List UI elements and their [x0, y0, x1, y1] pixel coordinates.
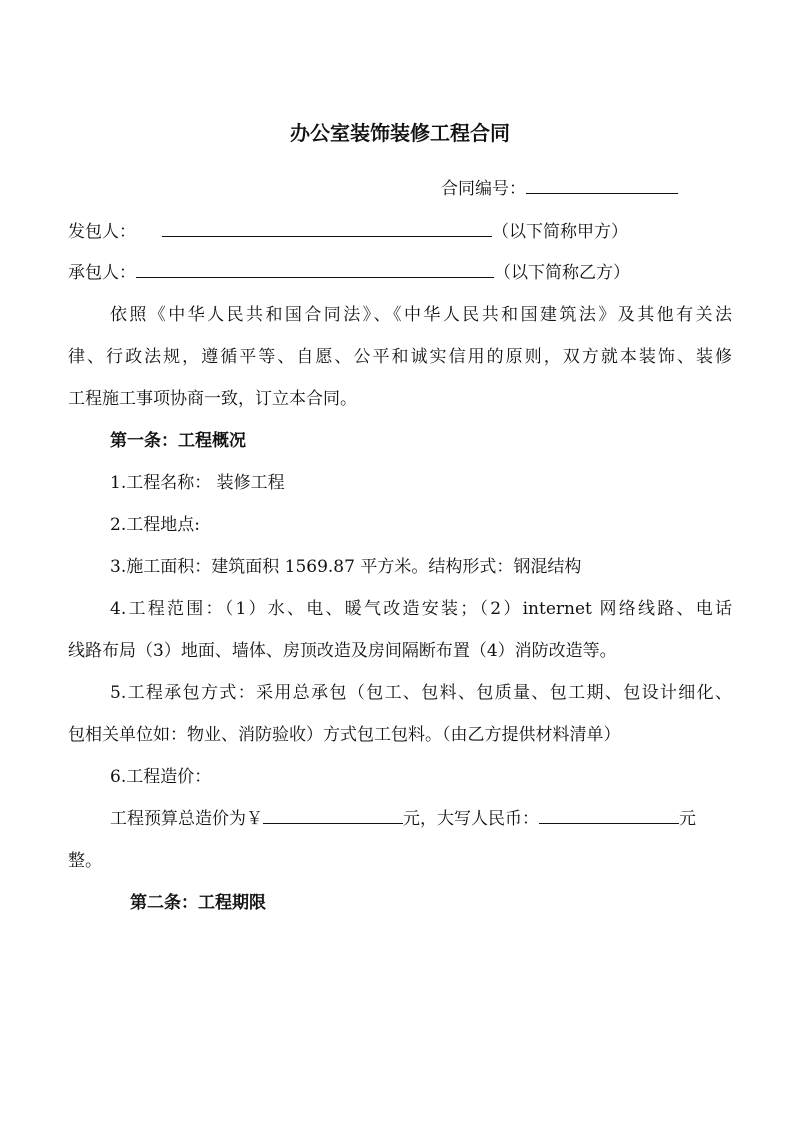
budget-line-end: 整。 — [68, 851, 102, 871]
budget-mid: 元，大写人民币： — [403, 809, 539, 829]
item-3-construction-area: 3.施工面积：建筑面积 1569.87 平方米。结构形式：钢混结构 — [110, 557, 582, 577]
document-title: 办公室装饰装修工程合同 — [290, 121, 510, 145]
article-1-heading: 第一条：工程概况 — [110, 431, 246, 451]
item-1-project-name: 1.工程名称： 装修工程 — [110, 473, 285, 493]
budget-uppercase-field[interactable] — [539, 808, 679, 824]
contract-number-field[interactable] — [526, 178, 678, 194]
party-a-label: 发包人： — [68, 222, 136, 242]
item-5-contract-method-line-2: 包相关单位如：物业、消防验收）方式包工包料。（由乙方提供材料清单） — [68, 725, 621, 745]
party-b-field[interactable] — [136, 262, 494, 278]
item-2-project-location: 2.工程地点: — [110, 515, 200, 535]
party-a-line — [68, 221, 732, 243]
budget-suffix: 元 — [679, 809, 696, 829]
item-4-scope-line-2: 线路布局（3）地面、墙体、房顶改造及房间隔断布置（4）消防改造等。 — [68, 641, 617, 661]
intro-paragraph-line-1: 依照《中华人民共和国合同法》、《中华人民共和国建筑法》及其他有关法 — [110, 305, 732, 325]
contract-number-label: 合同编号： — [441, 179, 526, 199]
intro-paragraph-line-2: 律、行政法规，遵循平等、自愿、公平和诚实信用的原则，双方就本装饰、装修 — [68, 347, 732, 367]
party-b-label: 承包人： — [68, 263, 136, 283]
budget-line — [110, 808, 732, 830]
item-5-contract-method-line-1: 5.工程承包方式：采用总承包（包工、包料、包质量、包工期、包设计细化、 — [110, 683, 732, 703]
party-a-field[interactable] — [162, 221, 492, 237]
item-4-scope-line-1: 4.工程范围：（1）水、电、暖气改造安装；（2）internet 网络线路、电话 — [110, 599, 732, 619]
intro-paragraph-line-3: 工程施工事项协商一致，订立本合同。 — [68, 389, 357, 409]
party-b-line — [68, 262, 732, 284]
article-2-heading: 第二条：工程期限 — [130, 893, 266, 913]
budget-prefix: 工程预算总造价为￥ — [110, 809, 263, 829]
budget-amount-field[interactable] — [263, 808, 403, 824]
party-a-suffix: （以下简称甲方） — [492, 222, 628, 242]
party-b-suffix: （以下简称乙方） — [494, 263, 630, 283]
contract-number-line — [441, 178, 701, 200]
item-6-project-cost: 6.工程造价： — [110, 767, 212, 787]
